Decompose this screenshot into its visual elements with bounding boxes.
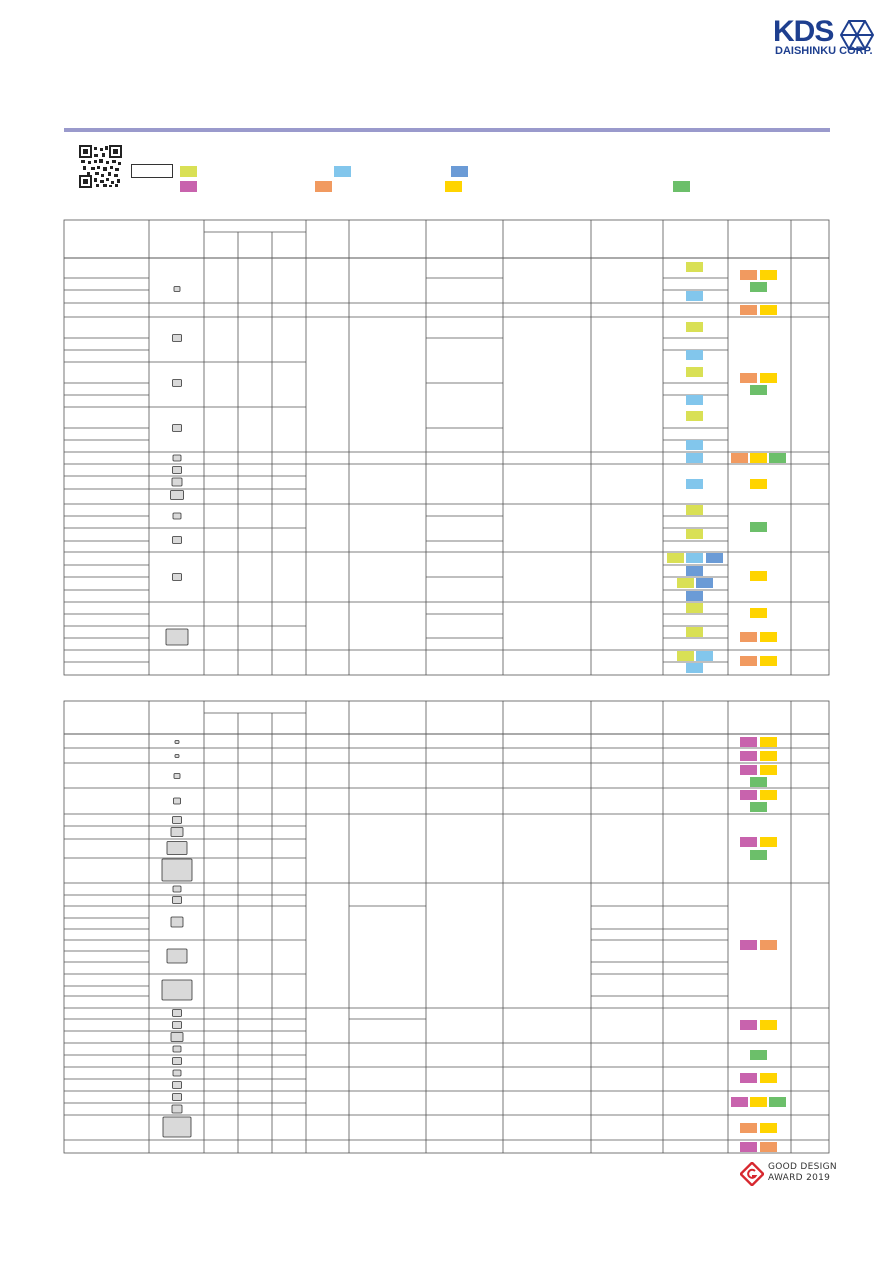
color-chip-yellow [750,608,767,618]
package-outline [173,1010,182,1017]
color-chip-magenta [740,1073,757,1083]
color-chip-lime [686,367,703,377]
color-chip-yellow [750,479,767,489]
color-chip-orange [740,373,757,383]
color-chip-sky [686,440,703,450]
color-chip-yellow [760,305,777,315]
package-outline [173,380,182,387]
color-chip-sky [686,350,703,360]
package-outline [174,287,180,292]
color-chip-yellow [760,737,777,747]
good-design-award-label [768,1162,837,1184]
color-chip-sky [686,291,703,301]
color-chip-yellow [760,837,777,847]
color-chip-magenta [740,737,757,747]
color-chip-magenta [740,790,757,800]
package-outline [173,335,182,342]
package-outline [174,774,180,779]
color-chip-sky [686,479,703,489]
color-chip-lime [686,322,703,332]
color-chip-sky [686,553,703,563]
color-chip-steel [696,578,713,588]
package-outline [167,949,187,963]
color-chip-green [750,802,767,812]
award-line-1: GOOD DESIGN [768,1162,837,1172]
color-chip-lime [686,262,703,272]
color-chip-magenta [740,1020,757,1030]
color-chip-lime [677,578,694,588]
brand-wordmark: KDS [773,15,834,48]
color-chip-yellow [760,656,777,666]
package-outline [175,755,179,758]
package-outline [173,425,182,432]
color-chip-lime [686,505,703,515]
color-chip-magenta [740,940,757,950]
package-outline [173,574,182,581]
package-outline [167,842,187,855]
color-chip-yellow [760,632,777,642]
package-outline [173,1094,182,1101]
color-chip-green [750,850,767,860]
color-chip-lime [686,529,703,539]
color-chip-yellow [760,373,777,383]
package-outline [173,897,182,904]
color-chip-green [769,1097,786,1107]
color-chip-green [750,385,767,395]
color-chip-orange [740,305,757,315]
package-outline [173,886,181,892]
color-chip-lime [686,603,703,613]
color-chip-green [750,1050,767,1060]
package-outline [173,817,182,824]
color-chip-magenta [740,765,757,775]
color-chip-orange [740,632,757,642]
package-outline [173,1082,182,1089]
color-chip-yellow [760,1073,777,1083]
package-outline [171,917,183,927]
color-chip-lime [686,627,703,637]
color-chip-orange [740,1123,757,1133]
package-outline [162,980,192,1000]
package-outline [173,513,181,519]
color-chip-sky [686,663,703,673]
color-chip-steel [686,566,703,576]
color-chip-green [750,282,767,292]
package-outline [173,1046,181,1052]
color-chip-magenta [740,1142,757,1152]
color-chip-steel [706,553,723,563]
award-line-2: AWARD 2019 [768,1173,831,1183]
color-chip-magenta [731,1097,748,1107]
color-chip-orange [740,656,757,666]
color-chip-yellow [760,765,777,775]
color-chip-yellow [760,1020,777,1030]
color-chip-sky [686,395,703,405]
color-chip-yellow [760,1123,777,1133]
package-outline [173,455,181,461]
color-chip-yellow [760,790,777,800]
package-outline [166,629,188,645]
package-outline [171,491,184,500]
color-chip-lime [677,651,694,661]
package-outline [175,741,179,744]
color-chip-orange [740,270,757,280]
package-outline [163,1117,191,1137]
color-chip-green [769,453,786,463]
package-outline [173,1058,182,1065]
color-chip-sky [686,453,703,463]
color-chip-green [750,522,767,532]
color-chip-yellow [760,270,777,280]
package-outline [172,1105,182,1113]
package-outline [173,1022,182,1029]
good-design-g-icon [740,1162,764,1186]
color-chip-magenta [740,837,757,847]
color-chip-sky [696,651,713,661]
color-chip-orange [760,940,777,950]
color-chip-magenta [740,751,757,761]
package-outline [162,859,192,881]
package-outline [173,537,182,544]
package-outline [171,1033,183,1042]
color-chip-yellow [750,571,767,581]
color-chip-orange [731,453,748,463]
color-chip-lime [686,411,703,421]
color-chip-yellow [750,1097,767,1107]
color-chip-yellow [760,751,777,761]
package-outline [174,798,181,804]
company-name: DAISHINKU CORP. [775,45,873,57]
color-chip-steel [686,591,703,601]
package-outline [173,467,182,474]
package-outline [172,478,182,486]
color-chip-yellow [750,453,767,463]
package-outline [171,828,183,837]
color-chip-orange [760,1142,777,1152]
color-chip-green [750,777,767,787]
color-chip-lime [667,553,684,563]
package-outline [173,1070,181,1076]
